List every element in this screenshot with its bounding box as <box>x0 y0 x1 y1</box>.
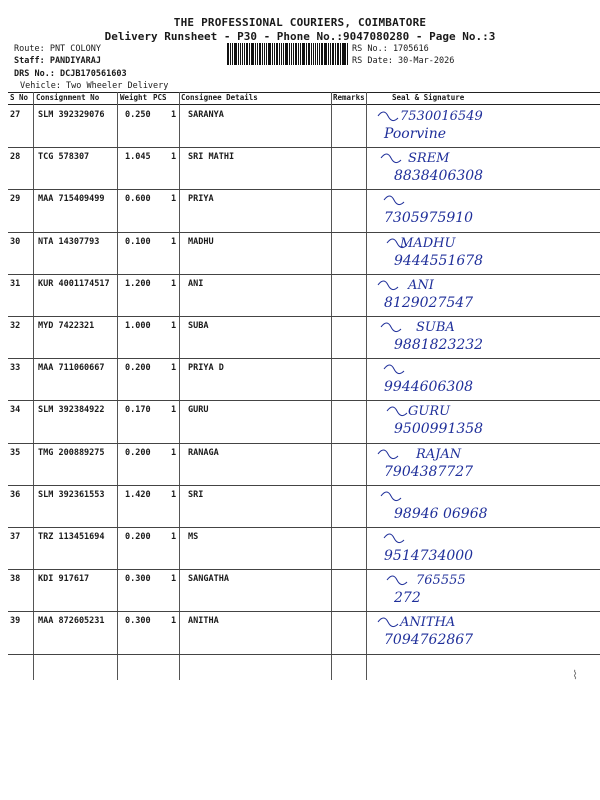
col-seal: Seal & Signature <box>392 93 465 102</box>
row-consignee-name: MS <box>188 532 199 542</box>
row-pcs: 1 <box>171 152 177 163</box>
row-consignment-no: KDI 917617 <box>38 574 90 585</box>
signature-line-2: 9881823232 <box>394 337 484 353</box>
signature-line-1: RAJAN <box>416 446 462 462</box>
row-consignment-no: SLM 392361553 <box>38 489 105 500</box>
signature-line-2: 9444551678 <box>394 252 484 269</box>
barcode-bar <box>300 43 301 65</box>
row-weight: 0.200 <box>125 532 151 542</box>
barcode-bar <box>293 43 294 65</box>
signature-line-1: 765555 <box>416 573 466 589</box>
signature-stroke <box>384 365 404 374</box>
barcode-bar <box>317 43 318 65</box>
barcode-bar <box>291 43 292 65</box>
row-weight: 0.300 <box>125 574 151 585</box>
barcode-bar <box>328 43 329 65</box>
barcode-bar <box>238 43 239 65</box>
barcode-bar <box>272 43 273 65</box>
barcode-bar <box>240 43 242 65</box>
pen-mark: ⌇ <box>572 668 578 682</box>
signature-line-1: ANI <box>408 277 434 293</box>
signature-line-2: 7094762867 <box>384 632 474 649</box>
row-consignment-no: TMG 200889275 <box>38 447 105 458</box>
barcode-bar <box>319 43 320 65</box>
signature-stroke <box>384 196 404 205</box>
barcode-bar <box>302 43 305 65</box>
barcode-bar <box>321 43 323 65</box>
signature-area <box>370 526 598 568</box>
signature-line-2: 9944606308 <box>384 379 474 396</box>
signature-scribble <box>370 568 598 610</box>
barcode-bar <box>308 43 310 65</box>
company-title: THE PROFESSIONAL COURIERS, COIMBATORE <box>173 16 427 29</box>
barcode-bar <box>249 43 250 65</box>
row-weight: 1.045 <box>125 152 151 163</box>
signature-stroke <box>378 112 398 121</box>
barcode-bar <box>337 43 339 65</box>
row-pcs: 1 <box>171 321 177 331</box>
signature-line-1: MADHU <box>400 235 456 251</box>
barcode-bar <box>311 43 312 65</box>
row-weight: 0.600 <box>125 194 151 205</box>
row-consignee-name: MADHU <box>188 236 214 247</box>
signature-area <box>370 231 598 273</box>
row-weight: 1.000 <box>125 321 151 331</box>
barcode-bar <box>262 43 263 65</box>
runsheet-subtitle: Delivery Runsheet - P30 - Phone No.:9047080280 - Page No.:3 <box>104 30 496 43</box>
signature-scribble <box>370 357 598 399</box>
row-consignee-name: PRIYA D <box>188 363 224 374</box>
row-sno: 36 <box>10 489 21 500</box>
signature-area <box>370 442 598 484</box>
signature-stroke <box>384 534 404 543</box>
col-weight: Weight <box>120 93 148 102</box>
row-consignment-no: MYD 7422321 <box>38 321 95 331</box>
row-consignee-name: ANITHA <box>188 616 219 627</box>
barcode-bar <box>285 43 288 65</box>
row-consignee-name: SRI <box>188 489 204 500</box>
signature-line-1: SUBA <box>416 320 455 335</box>
signature-line-2: 9514734000 <box>384 548 474 564</box>
signature-area <box>370 399 598 441</box>
row-consignment-no: MAA 715409499 <box>38 194 105 205</box>
barcode-bar <box>232 43 233 65</box>
signature-scribble <box>370 526 598 568</box>
col-pcs: PCS <box>153 93 167 102</box>
barcode-bar <box>234 43 237 65</box>
row-sno: 37 <box>10 532 21 542</box>
signature-scribble <box>370 146 598 188</box>
barcode-bar <box>330 43 331 65</box>
row-pcs: 1 <box>171 574 177 585</box>
barcode-bar <box>298 43 299 65</box>
barcode-bar <box>257 43 258 65</box>
signature-scribble <box>370 315 598 357</box>
row-weight: 0.200 <box>125 447 151 458</box>
signature-stroke <box>378 618 398 627</box>
col-consignee: Consignee Details <box>181 93 258 102</box>
row-divider <box>8 654 600 655</box>
signature-area <box>370 568 598 610</box>
table-row <box>8 616 600 658</box>
row-pcs: 1 <box>171 489 177 500</box>
barcode-image <box>227 43 349 65</box>
signature-area <box>370 188 598 230</box>
row-sno: 38 <box>10 574 21 585</box>
row-sno: 30 <box>10 236 21 247</box>
row-weight: 0.170 <box>125 405 151 416</box>
signature-line-2: Poorvine <box>384 126 447 142</box>
row-consignee-name: GURU <box>188 405 209 416</box>
row-weight: 0.100 <box>125 236 151 247</box>
barcode-bar <box>276 43 278 65</box>
signature-line-1: SREM <box>408 151 450 167</box>
signature-area <box>370 610 598 652</box>
row-consignee-name: SUBA <box>188 321 209 331</box>
route-label: Route: PNT COLONY <box>14 44 101 54</box>
row-sno: 33 <box>10 363 21 374</box>
signature-area <box>370 104 598 146</box>
signature-line-2: 272 <box>394 590 421 607</box>
row-sno: 29 <box>10 194 21 205</box>
row-consignee-name: SANGATHA <box>188 574 229 585</box>
signature-stroke <box>381 154 401 163</box>
row-consignee-name: ANI <box>188 278 204 289</box>
col-sno: S No <box>10 93 29 102</box>
row-consignment-no: NTA 14307793 <box>38 236 100 247</box>
signature-line-1: GURU <box>408 404 451 420</box>
row-consignment-no: SLM 392329076 <box>38 110 105 120</box>
row-consignee-name: SARANYA <box>188 110 224 120</box>
barcode-bar <box>244 43 245 65</box>
signature-scribble <box>370 442 598 484</box>
barcode-bar <box>289 43 291 65</box>
barcode-bar <box>251 43 254 65</box>
signature-scribble <box>370 104 598 146</box>
signature-line-2: 98946 06968 <box>394 505 488 522</box>
row-pcs: 1 <box>171 110 177 120</box>
barcode-bar <box>315 43 317 65</box>
row-pcs: 1 <box>171 405 177 416</box>
row-weight: 0.200 <box>125 363 151 374</box>
row-consignee-name: SRI MATHI <box>188 152 235 163</box>
col-remarks: Remarks <box>333 93 365 102</box>
barcode-bar <box>306 43 307 65</box>
signature-stroke <box>381 492 401 501</box>
row-sno: 39 <box>10 616 21 627</box>
signature-area <box>370 146 598 188</box>
row-consignment-no: TRZ 113451694 <box>38 532 105 542</box>
row-consignment-no: KUR 4001174517 <box>38 278 110 289</box>
barcode-bar <box>259 43 261 65</box>
barcode-bar <box>242 43 243 65</box>
signature-line-2: 7305975910 <box>384 210 474 227</box>
row-sno: 28 <box>10 152 21 163</box>
rs-number: RS No.: 1705616 <box>352 44 429 54</box>
row-consignment-no: SLM 392384922 <box>38 405 105 416</box>
row-pcs: 1 <box>171 532 177 542</box>
signature-line-2: 8838406308 <box>394 168 484 185</box>
barcode-bar <box>268 43 271 65</box>
row-pcs: 1 <box>171 194 177 205</box>
col-consignment: Consignment No <box>36 93 100 102</box>
rs-date: RS Date: 30-Mar-2026 <box>352 56 455 66</box>
signature-scribble <box>370 188 598 230</box>
signature-area <box>370 357 598 399</box>
signature-scribble <box>370 273 598 315</box>
barcode-bar <box>342 43 343 65</box>
barcode-bar <box>332 43 334 65</box>
signature-line-2: 9500991358 <box>394 421 484 438</box>
row-sno: 27 <box>10 110 21 120</box>
staff-label: Staff: PANDIYARAJ <box>14 56 101 66</box>
barcode-bar <box>264 43 265 65</box>
row-pcs: 1 <box>171 616 177 627</box>
barcode-bar <box>227 43 229 65</box>
row-weight: 1.200 <box>125 278 151 289</box>
signature-scribble <box>370 484 598 526</box>
barcode-bar <box>274 43 275 65</box>
barcode-bar <box>347 43 348 65</box>
signature-area <box>370 315 598 357</box>
vehicle-label: Vehicle: Two Wheeler Delivery <box>20 81 169 91</box>
signature-line-2: 7904387727 <box>384 463 474 480</box>
barcode-bar <box>335 43 336 65</box>
signature-stroke <box>378 281 398 290</box>
row-sno: 35 <box>10 447 21 458</box>
row-consignment-no: MAA 872605231 <box>38 616 105 627</box>
row-pcs: 1 <box>171 236 177 247</box>
drs-label: DRS No.: DCJB170561603 <box>14 69 127 79</box>
signature-scribble <box>370 399 598 441</box>
barcode-bar <box>266 43 268 65</box>
barcode-bar <box>295 43 297 65</box>
signature-line-1: ANITHA <box>400 615 456 631</box>
row-weight: 0.250 <box>125 110 151 120</box>
row-sno: 32 <box>10 321 21 331</box>
row-consignee-name: RANAGA <box>188 447 219 458</box>
barcode-bar <box>343 43 346 65</box>
signature-line-1: 7530016549 <box>400 109 483 124</box>
barcode-bar <box>246 43 248 65</box>
row-pcs: 1 <box>171 278 177 289</box>
row-sno: 31 <box>10 278 21 289</box>
row-pcs: 1 <box>171 363 177 374</box>
signature-area <box>370 484 598 526</box>
barcode-bar <box>313 43 314 65</box>
signature-stroke <box>387 576 407 585</box>
signature-stroke <box>378 450 398 459</box>
signature-stroke <box>387 407 407 416</box>
barcode-bar <box>324 43 327 65</box>
signature-stroke <box>381 323 401 332</box>
signature-area <box>370 273 598 315</box>
row-consignee-name: PRIYA <box>188 194 214 205</box>
row-consignment-no: MAA 711060667 <box>38 363 105 374</box>
row-consignment-no: TCG 578307 <box>38 152 90 163</box>
signature-scribble <box>370 231 598 273</box>
barcode-bar <box>279 43 280 65</box>
barcode-bar <box>230 43 231 65</box>
barcode-bar <box>281 43 282 65</box>
row-weight: 1.420 <box>125 489 151 500</box>
row-sno: 34 <box>10 405 21 416</box>
barcode-bar <box>340 43 341 65</box>
row-pcs: 1 <box>171 447 177 458</box>
signature-scribble <box>370 610 598 652</box>
row-weight: 0.300 <box>125 616 151 627</box>
barcode-bar <box>255 43 256 65</box>
signature-line-2: 8129027547 <box>384 294 474 311</box>
barcode-bar <box>283 43 284 65</box>
